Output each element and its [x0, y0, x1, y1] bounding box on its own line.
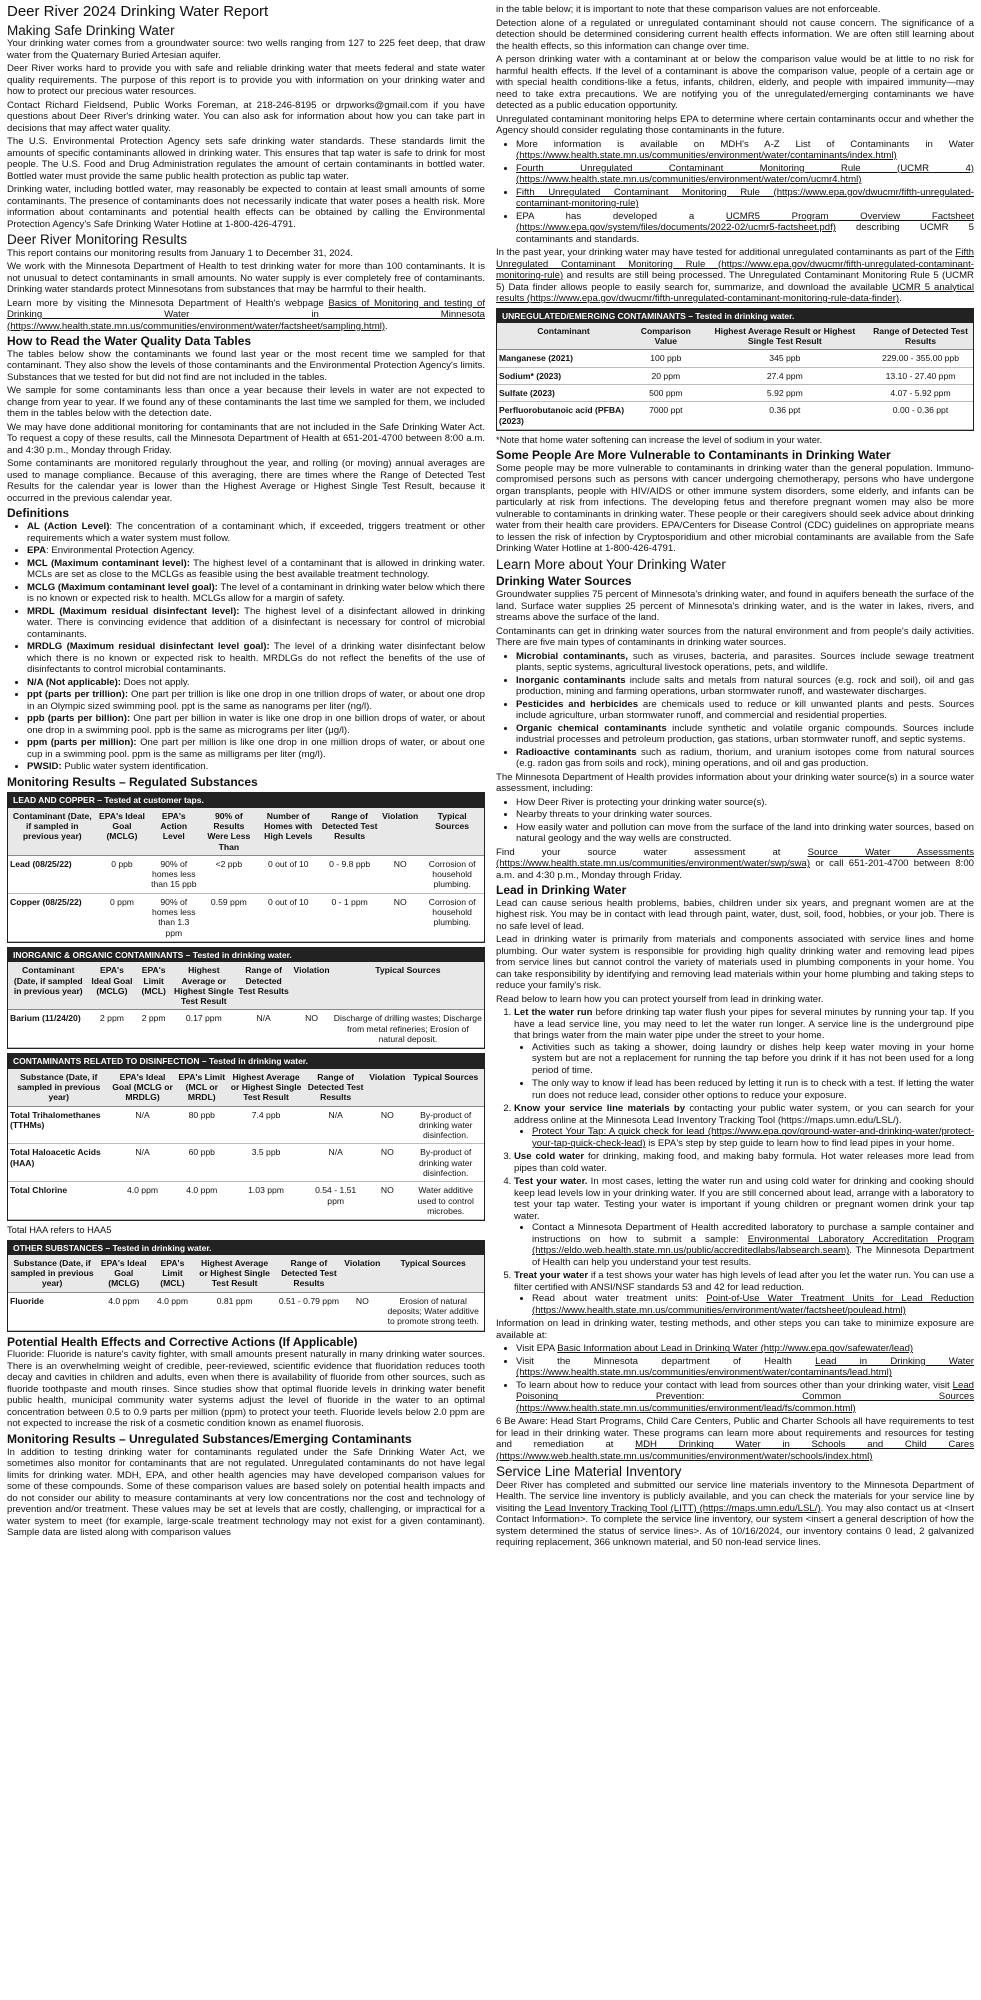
vulnerable-heading: Some People Are More Vulnerable to Contaminants in Drinking Water — [496, 448, 891, 463]
service-line-paragraph: Deer River has completed and submitted our service line materials inventory to the Minnesota Department of Health. The service line inventory is publicly available, and you can check the materials for your service line by visiting the Lead Inventory Tracking Tool (LITT) (https://maps.umn.edu/LSL/). You may also contact us at <Insert Contact Information>. To complete the service line inventory, our system <insert a general description of how the system determined the status of service lines>. As of 10/16/2024, our inventory contains 0 lead, 2 galvanized requiring replacement, 366 unknown material, and 50 non-lead service lines. — [496, 1479, 974, 1549]
column-header: Comparison Value — [630, 323, 702, 350]
column-header: Range of Detected Test Results — [276, 1255, 343, 1292]
column-header: EPA's Ideal Goal (MCLG) — [96, 1255, 151, 1292]
litt-link[interactable]: Lead Inventory Tracking Tool (LITT) (https://maps.umn.edu/LSL/) — [544, 1502, 821, 1514]
column-header: Number of Homes with High Levels — [257, 808, 319, 856]
table-caption: INORGANIC & ORGANIC CONTAMINANTS – Tested in drinking water. — [8, 948, 484, 962]
definition-item: • EPA: Environmental Protection Agency. — [27, 545, 485, 557]
service-line-heading: Service Line Material Inventory — [496, 1464, 682, 1480]
list-item: • Organic chemical contaminants include synthetic and volatile organic compounds. Sources include industrial processes and petroleum production, gas stations, urban stormwater runoff, and septic systems. — [516, 723, 974, 746]
unregulated-paragraph-continued: in the table below; it is important to note that these comparison values are not enforceable. — [496, 4, 881, 15]
monitoring-results-heading: Deer River Monitoring Results — [7, 232, 188, 248]
point-of-use-link[interactable]: Point-of-Use Water Treatment Units for Lead Reduction (https://www.health.state.mn.us/communities/environment/water/factsheet/poulead.html) — [532, 1293, 974, 1316]
lead-poisoning-link[interactable]: Lead Poisoning Prevention: Common Sources (https://www.health.state.mn.us/communities/environment/lead/fs/common.html) — [516, 1379, 974, 1414]
definition-item: • ppb (parts per billion): One part per billion in water is like one drop in one billion drops of water, or about one drop in a swimming pool. ppb is the same as micrograms per liter (μg/l). — [27, 713, 485, 736]
definition-item: • AL (Action Level): The concentration of a contaminant which, if exceeded, triggers treatment or other requirements which a water system must follow. — [27, 521, 485, 544]
column-header: EPA's Ideal Goal (MCLG or MRDLG) — [110, 1069, 176, 1106]
lead-info-paragraph: Information on lead in drinking water, testing methods, and other steps you can take to minimize exposure are available at: — [496, 1318, 974, 1341]
column-header: Substance (Date, if sampled in previous year) — [8, 1069, 110, 1106]
definition-item: • ppm (parts per million): One part per million is like one drop in one million drops of water, or about one cup in a swimming pool. ppm is the same as milligrams per liter (mg/l). — [27, 737, 485, 760]
protect-your-tap-link[interactable]: Protect Your Tap: A quick check for lead (https://www.epa.gov/ground-water-and-drinking-water/protect-your-tap-quick-check-lead) — [532, 1126, 974, 1149]
be-aware-paragraph: 6 Be Aware: Head Start Programs, Child Care Centers, Public and Charter Schools all have requirements to test for lead in their drinking water. These programs can learn more about requirements and resources for testing and remediation at MDH Drinking Water in Schools and Child Cares (https://www.web.health.state.mn.us/communities/environment/water/schools/index.html) — [496, 1416, 974, 1462]
table-caption: UNREGULATED/EMERGING CONTAMINANTS – Tested in drinking water. — [497, 309, 973, 323]
column-header: Typical Sources — [332, 962, 484, 1010]
list-item: • Microbial contaminants, such as viruses, bacteria, and parasites. Sources include sewage treatment plants, septic systems, agricultural livestock operations, pets, and wildlife. — [516, 651, 974, 674]
intro-paragraph: Your drinking water comes from a groundwater source: two wells ranging from 127 to 225 feet deep, that draw water from the Quaternary Buried Artesian aquifer. — [7, 38, 485, 61]
list-item: • Pesticides and herbicides are chemicals used to reduce or kill unwanted plants and pests. Sources include agriculture, urban stormwater runoff, and commercial and residential properties. — [516, 699, 974, 722]
column-header: Typical Sources — [407, 1069, 484, 1106]
column-header: EPA's Limit (MCL or MRDL) — [176, 1069, 229, 1106]
lead-heading: Lead in Drinking Water — [496, 883, 627, 898]
table-row: Copper (08/25/22) 0 ppm 90% of homes less than 1.3 ppm 0.59 ppm 0 out of 10 0 - 1 ppm NO Corrosion of household plumbing. — [8, 893, 484, 941]
list-item: • Inorganic contaminants include salts and metals from natural sources (e.g. rock and soil), oil and gas production, mining and farming operations, urban stormwater runoff, and wastewater discharges. — [516, 675, 974, 698]
column-header: Range of Detected Test Results — [868, 323, 973, 350]
list-item: • Activities such as taking a shower, doing laundry or dishes help keep water moving in your home system but are not a replacement for running the tap before you drink if it has not been used for a long period of time. — [532, 1042, 974, 1077]
column-header: 90% of Results Were Less Than — [200, 808, 257, 856]
list-item: 5. Treat your water if a test shows your water has high levels of lead after you let the water run. You can use a filter certified with ANSI/NSF standards 53 and 42 for lead reduction. • Read about water treatment units: Point-of-Use Water Treatment Units for Lead Reduction (https://www.health.state.mn.us/communities/environment/water/factsheet/poulead.html) — [514, 1270, 974, 1316]
list-item: 2. Know your service line materials by contacting your public water system, or you can search for your address online at the Minnesota Lead Inventory Tracking Tool (https://maps.umn.edu/LSL/). • Protect Your Tap: A quick check for lead (https://www.epa.gov/ground-water-and-drinking-water/protect-your-tap-quick-check-lead) is EPA's step by step guide to learn how to find lead pipes in your home. — [514, 1103, 974, 1149]
how-to-read-heading: How to Read the Water Quality Data Tables — [7, 334, 252, 349]
definitions-heading: Definitions — [7, 506, 69, 521]
source-water-assessments-link[interactable]: Source Water Assessments (https://www.health.state.mn.us/communities/environment/water/swp/swa) — [496, 846, 974, 870]
epa-lead-link[interactable]: Basic Information about Lead in Drinking Water (http://www.epa.gov/safewater/lead) — [557, 1343, 914, 1355]
list-item: • Visit the Minnesota department of Health Lead in Drinking Water (https://www.health.state.mn.us/communities/environment/water/contaminants/lead.html) — [516, 1356, 974, 1379]
list-item: 4. Test your water. In most cases, letting the water run and using cold water for drinking and cooking should keep lead levels low in your drinking water. If you are still concerned about lead, arrange with a laboratory to test your tap water. Testing your water is important if young children or pregnant women drink your tap water. • Contact a Minnesota Department of Health accredited laboratory to purchase a sample container and instructions on how to submit a sample: Environmental Laboratory Accreditation Program (https://eldo.web.health.state.mn.us/public/accreditedlabs/labsearch.seam). The Minnesota Department of Health can help you understand your test results. — [514, 1176, 974, 1268]
sodium-note: *Note that home water softening can increase the level of sodium in your water. — [496, 434, 823, 445]
how-to-read-paragraph: We sample for some contaminants less than once a year because their levels in water are not expected to change from year to year. If we found any of these contaminants the last time we sampled for them, we included them in the tables below with the detection date. — [7, 385, 485, 420]
column-header: Violation — [292, 962, 332, 1010]
definition-item: • MCL (Maximum contaminant level): The highest level of a contaminant that is allowed in drinking water. MCLs are set as close to the MCLGs as feasible using the best available treatment technology. — [27, 558, 485, 581]
other-substances-table — [7, 1240, 485, 1332]
report-title: Deer River 2024 Drinking Water Report — [7, 4, 269, 20]
definition-item: • N/A (Not applicable): Does not apply. — [27, 677, 485, 689]
list-item: • Visit EPA Basic Information about Lead in Drinking Water (http://www.epa.gov/safewater/lead) — [516, 1343, 974, 1355]
definition-item: • MRDLG (Maximum residual disinfectant level goal): The level of a drinking water disinfectant below which there is no known or expected risk to health. MRDLGs do not reflect the benefits of the use of disinfectants to control microbial contaminants. — [27, 641, 485, 676]
ucmr5-rule-link[interactable]: Fifth Unregulated Contaminant Monitoring Rule (https://www.epa.gov/dwucmr/fifth-unregulated-contaminant-monitoring-rule) — [496, 247, 974, 281]
detection-paragraph: Detection alone of a regulated or unregulated contaminant should not cause concern. The significance of a detection should be determined considering current health effects information. We are often still learning about the health effects, so this information can change over time. — [496, 17, 974, 52]
table-row: Total Trihalomethanes (TTHMs) N/A 80 ppb 7.4 ppb N/A NO By-product of drinking water disinfection. — [8, 1106, 484, 1144]
list-item: • Read about water treatment units: Point-of-Use Water Treatment Units for Lead Reduction (https://www.health.state.mn.us/communities/environment/water/factsheet/poulead.html) — [532, 1293, 974, 1316]
column-header: Range of Detected Test Results — [236, 962, 292, 1010]
table-caption: LEAD AND COPPER – Tested at customer taps. — [8, 793, 484, 807]
column-header: Highest Average or Highest Single Test Result — [194, 1255, 276, 1292]
column-header: Highest Average Result or Highest Single Test Result — [702, 323, 868, 350]
intro-paragraph: Drinking water, including bottled water, may reasonably be expected to contain at least small amounts of some contaminants. The presence of contaminants does not necessarily indicate that water poses a health risk. More information about contaminants and potential health effects can be obtained by calling the Environmental Protection Agency's Safe Drinking Water Hotline at 1-800-426-4791. — [7, 184, 485, 230]
table-row: Total Chlorine 4.0 ppm 4.0 ppm 1.03 ppm 0.54 - 1.51 ppm NO Water additive used to control microbes. — [8, 1182, 484, 1220]
contaminant-types-list — [496, 651, 974, 770]
ucmr4-link[interactable]: Fourth Unregulated Contaminant Monitoring Rule (UCMR 4) (https://www.health.state.mn.us/communities/environment/water/com/ucmr4.html) — [516, 162, 974, 185]
list-item: 3. Use cold water for drinking, making food, and making baby formula. Hot water releases more lead from pipes than cold water. — [514, 1151, 974, 1174]
list-item: • Nearby threats to your drinking water sources. — [516, 809, 974, 821]
ucmr-links-list — [496, 139, 974, 246]
list-item: 1. Let the water run before drinking tap water flush your pipes for several minutes by running your tap. If you have a lead service line, you may need to let the water run longer. A service line is the underground pipe that brings water from the main water pipe under the street to your home. • Activities such as taking a shower, doing laundry or dishes help keep water moving in your home system but are not a replacement for running the tap before you drink if it has not been used for a long period of time. • The only way to know if lead has been reduced by letting it run is to check with a test. If letting the water run does not reduce lead, consider other options to reduce your exposure. — [514, 1007, 974, 1101]
lead-copper-table — [7, 792, 485, 943]
unregulated-paragraph: In addition to testing drinking water for contaminants regulated under the Safe Drinking Water Act, we sometimes also monitor for contaminants that are not regulated. Unregulated contaminants do not have legal limits for drinking water. MDH, EPA, and other health agencies may have developed comparison values for some of these compounds. Some of these comparison values are based solely on potential health impacts and do not consider our ability to measure contaminants at very low concentrations nor the cost and technology of prevention and/or treatment. These values may be set at levels that are costly, challenging, or impractical for a water system to meet (for example, large-scale treatment technology may not exist for a given contaminant). Sample data are listed along with comparison values — [7, 1446, 485, 1539]
list-item: • To learn about how to reduce your contact with lead from sources other than your drinking water, visit Lead Poisoning Prevention: Common Sources (https://www.health.state.mn.us/communities/environment/lead/fs/common.html) — [516, 1380, 974, 1415]
definitions-list — [7, 521, 485, 773]
fluoride-paragraph: Fluoride: Fluoride is nature's cavity fighter, with small amounts present naturally in many drinking water sources. There is an overwhelming weight of credible, peer-reviewed, scientific evidence that fluoridation reduces tooth decay and cavities in children and adults, even when there is availability of fluoride from other sources, such as fluoride toothpaste and mouth rinses. Since studies show that optimal fluoride levels in drinking water benefit public health, municipal community water systems adjust the level of fluoride in the water to an optimal concentration between 0.5 to 0.9 parts per million (ppm) to protect your teeth. Fluoride levels below 2.0 ppm are not expected to increase the risk of a cosmetic condition known as enamel fluorosis. — [7, 1349, 485, 1430]
disinfection-table — [7, 1053, 485, 1221]
monitoring-paragraph: This report contains our monitoring results from January 1 to December 31, 2024. — [7, 247, 354, 259]
definition-item: • PWSID: Public water system identification. — [27, 761, 485, 773]
column-header: Violation — [342, 1255, 382, 1292]
list-item: • More information is available on MDH's A-Z List of Contaminants in Water (https://www.health.state.mn.us/communities/environment/water/contaminants/index.html) — [516, 139, 974, 162]
ucmr5-link[interactable]: Fifth Unregulated Contaminant Monitoring Rule (https://www.epa.gov/dwucmr/fifth-unregulated-contaminant-monitoring-rule) — [516, 186, 974, 209]
regulated-heading: Monitoring Results – Regulated Substances — [7, 774, 258, 789]
ucmr5-factsheet-link[interactable]: UCMR5 Program Overview Factsheet (https://www.epa.gov/system/files/documents/2022-02/ucmr5-factsheet.pdf) — [516, 210, 974, 233]
table-row: Sodium* (2023) 20 ppm 27.4 ppm 13.10 - 27.40 ppm — [497, 367, 973, 384]
table-row: Sulfate (2023) 500 ppm 5.92 ppm 4.07 - 5.92 ppm — [497, 384, 973, 401]
contact-paragraph: Contact Richard Fieldsend, Public Works Foreman, at 218-246-8195 or drpworks@gmail.com if you have questions about Deer River's drinking water. You can also ask for information about how you can take part in decisions that may affect water quality. — [7, 99, 485, 134]
health-effects-heading: Potential Health Effects and Corrective Actions (If Applicable) — [7, 1334, 358, 1349]
schools-link[interactable]: MDH Drinking Water in Schools and Child Cares (https://www.web.health.state.mn.us/communities/environment/water/schools/index.html) — [496, 1439, 974, 1462]
find-assessment-paragraph: Find your source water assessment at Source Water Assessments (https://www.health.state.mn.us/communities/environment/water/swp/swa) or call 651-201-4700 between 8:00 a.m. and 4:30 p.m., Monday through Friday. — [496, 846, 974, 881]
haa-note: Total HAA refers to HAA5 — [7, 1225, 112, 1236]
sources-heading: Drinking Water Sources — [496, 574, 632, 589]
intro-paragraph: The U.S. Environmental Protection Agency sets safe drinking water standards. These standards limit the amounts of specific contaminants allowed in drinking water. This ensures that tap water is safe to drink for most people. The U.S. Food and Drug Administration regulates the amount of certain contaminants in bottled water. Bottled water must provide the same public health protection as public tap water. — [7, 136, 485, 182]
how-to-read-paragraph: The tables below show the contaminants we found last year or the most recent time we sampled for that contaminant. They also show the levels of those contaminants and the Environmental Protection Agency's limits. Substances that we tested for but did not find are not included in the tables. — [7, 348, 485, 383]
left-column — [7, 4, 485, 1996]
lead-paragraph: Lead can cause serious health problems, babies, children under six years, and pregnant women are at the highest risk. You may be in contact with lead through paint, water, dust, soil, food, hobbies, or your job. There is no safe level of lead. — [496, 897, 974, 932]
lead-steps-list — [496, 1007, 974, 1316]
making-safe-heading: Making Safe Drinking Water — [7, 22, 175, 38]
definition-item: • MRDL (Maximum residual disinfectant level): The highest level of a disinfectant allowed in drinking water. There is convincing evidence that addition of a disinfectant is necessary for control of microbial contaminants. — [27, 606, 485, 641]
column-header: Typical Sources — [420, 808, 484, 856]
unregulated-heading: Monitoring Results – Unregulated Substances/Emerging Contaminants — [7, 1431, 412, 1446]
table-row: Fluoride 4.0 ppm 4.0 ppm 0.81 ppm 0.51 - 0.79 ppm NO Erosion of natural deposits; Water additive to promote strong teeth. — [8, 1292, 484, 1330]
list-item: • Radioactive contaminants such as radium, thorium, and uranium isotopes come from natural sources (e.g. radon gas from soils and rock), mining operations, and oil and gas production. — [516, 747, 974, 770]
table-caption: OTHER SUBSTANCES – Tested in drinking water. — [8, 1241, 484, 1255]
column-header: Contaminant (Date, if sampled in previous year) — [8, 808, 97, 856]
table-row: Manganese (2021) 100 ppb 345 ppb 229.00 - 355.00 ppb — [497, 350, 973, 367]
how-to-read-paragraph: We may have done additional monitoring for contaminants that are not included in the Safe Drinking Water Act. To request a copy of these results, call the Minnesota Department of Health at 651-201-4700 between 8:00 a.m. and 4:30 p.m., Monday through Friday. — [7, 421, 485, 456]
column-header: Range of Detected Test Results — [319, 808, 380, 856]
table-row: Lead (08/25/22) 0 ppb 90% of homes less than 15 ppb <2 ppb 0 out of 10 0 - 9.8 ppb NO Corrosion of household plumbing. — [8, 855, 484, 893]
inorganic-organic-table — [7, 947, 485, 1049]
list-item: • Protect Your Tap: A quick check for lead (https://www.epa.gov/ground-water-and-drinking-water/protect-your-tap-quick-check-lead) is EPA's step by step guide to learn how to find lead pipes in your home. — [532, 1126, 974, 1149]
lab-accreditation-link[interactable]: Environmental Laboratory Accreditation Program (https://eldo.web.health.state.mn.us/public/accreditedlabs/labsearch.seam) — [532, 1233, 974, 1257]
comparison-paragraph: A person drinking water with a contaminant at or below the comparison value would be at little to no risk for harmful health effects. If the level of a contaminant is above the comparison value, people of a certain age or with special health conditions-like a fetus, infants, children, elderly, and people with impaired immunity—may need to take extra precautions. We are notifying you of the unregulated/emerging contaminants we have detected as a public education opportunity. — [496, 54, 974, 111]
lead-paragraph: Lead in drinking water is primarily from materials and components associated with service lines and home plumbing. Our water system is responsible for providing high quality drinking water and removing lead pipes from service lines but cannot control the variety of materials used in plumbing components in your home. You can take responsibility by identifying and removing lead materials within your home plumbing and taking steps to reduce your family's risk. — [496, 934, 974, 992]
column-header: Contaminant (Date, if sampled in previous year) — [8, 962, 89, 1010]
column-header: Substance (Date, if sampled in previous year) — [8, 1255, 96, 1292]
ucmr5-results-link[interactable]: UCMR 5 analytical results (https://www.epa.gov/dwucmr/fifth-unregulated-contaminant-monitoring-rule-data-finder) — [496, 281, 974, 304]
definition-item: • MCLG (Maximum contaminant level goal): The level of a contaminant in drinking water below which there is no known or expected risk to health. MCLGs allow for a margin of safety. — [27, 582, 485, 605]
column-header: Highest Average or Highest Single Test Result — [172, 962, 236, 1010]
intro-paragraph: Deer River works hard to provide you with safe and reliable drinking water that meets federal and state water quality requirements. The purpose of this report is to provide you with information on your drinking water and how to protect our precious water resources. — [7, 63, 485, 98]
lead-paragraph: Read below to learn how you can protect yourself from lead in drinking water. — [496, 993, 824, 1005]
column-header: Typical Sources — [382, 1255, 484, 1292]
column-header: Highest Average or Highest Single Test Result — [228, 1069, 304, 1106]
unregulated-table — [496, 308, 974, 431]
how-to-read-paragraph: Some contaminants are monitored regularly throughout the year, and rolling (or moving) annual averages are used to manage compliance. Because of this averaging, there are times where the Range of Detected Test Results for the calendar year is lower than the Highest Average or Highest Single Test Result, because it occurred in the previous calendar year. — [7, 458, 485, 504]
assessment-paragraph: The Minnesota Department of Health provides information about your drinking water source(s) in a source water assessment, including: — [496, 771, 974, 795]
sources-paragraph: Groundwater supplies 75 percent of Minnesota's drinking water, and found in aquifers beneath the surface of the land. Surface water supplies 25 percent of Minnesota's drinking water, and is the water in lakes, rivers, and streams above the surface of the land. — [496, 589, 974, 624]
table-row: Perfluorobutanoic acid (PFBA) (2023) 7000 ppt 0.36 ppt 0.00 - 0.36 ppt — [497, 402, 973, 430]
ucmr5-paragraph: In the past year, your drinking water may have tested for additional unregulated contaminants as part of the Fifth Unregulated Contaminant Monitoring Rule (https://www.epa.gov/dwucmr/fifth-unregulated-contaminant-monitoring-rule) and results are still being processed. The Unregulated Contaminant Monitoring Rule 5 (UCMR 5) Data finder allows people to easily search for, summarize, and download the available UCMR 5 analytical results (https://www.epa.gov/dwucmr/fifth-unregulated-contaminant-monitoring-rule-data-finder). — [496, 247, 974, 304]
monitoring-paragraph: We work with the Minnesota Department of Health to test drinking water for more than 100 contaminants. It is not unusual to detect contaminants in small amounts. No water supply is ever completely free of contaminants. Drinking water standards protect Minnesotans from substances that may be harmful to their health. — [7, 261, 485, 296]
column-header: EPA's Ideal Goal (MCLG) — [97, 808, 148, 856]
table-caption: CONTAMINANTS RELATED TO DISINFECTION – Tested in drinking water. — [8, 1054, 484, 1068]
column-header: Range of Detected Test Results — [304, 1069, 367, 1106]
lead-resources-list — [496, 1343, 974, 1414]
mdh-lead-link[interactable]: Lead in Drinking Water (https://www.health.state.mn.us/communities/environment/water/contaminants/lead.html) — [516, 1355, 974, 1379]
column-header: EPA's Ideal Goal (MCLG) — [89, 962, 136, 1010]
list-item — [516, 187, 974, 210]
list-item — [516, 163, 974, 186]
definition-item: • ppt (parts per trillion): One part per trillion is like one drop in one trillion drops of water, or about one drop in an Olympic sized swimming pool. ppt is the same as nanograms per liter (ng/l). — [27, 689, 485, 712]
basics-monitoring-link[interactable]: Basics of Monitoring and testing of Drinking Water in Minnesota (https://www.health.state.mn.us/communities/environment/water/factsheet/sampling.html) — [7, 297, 485, 332]
right-column — [496, 4, 974, 1996]
column-header: Violation — [380, 808, 420, 856]
sources-paragraph: Contaminants can get in drinking water sources from the natural environment and from people's daily activities. There are five main types of contaminants in drinking water sources. — [496, 625, 974, 649]
list-item: • EPA has developed a UCMR5 Program Overview Factsheet (https://www.epa.gov/system/files/documents/2022-02/ucmr5-factsheet.pdf) describing UCMR 5 contaminants and standards. — [516, 211, 974, 246]
list-item: • The only way to know if lead has been reduced by letting it run is to check with a test. If letting the water run does not reduce lead, consider other options to reduce your exposure. — [532, 1078, 974, 1101]
list-item: • How easily water and pollution can move from the surface of the land into drinking water sources, based on natural geology and the way wells are constructed. — [516, 822, 974, 845]
assessment-list — [496, 797, 974, 845]
list-item: • How Deer River is protecting your drinking water source(s). — [516, 797, 974, 809]
column-header: Violation — [367, 1069, 407, 1106]
table-row: Barium (11/24/20) 2 ppm 2 ppm 0.17 ppm N/A NO Discharge of drilling wastes; Discharge from metal refineries; Erosion of natural deposit. — [8, 1010, 484, 1048]
learn-more-heading: Learn More about Your Drinking Water — [496, 556, 726, 572]
ucmr-paragraph: Unregulated contaminant monitoring helps EPA to determine where certain contaminants occur and whether the Agency should consider regulating those contaminants in the future. — [496, 113, 974, 136]
column-header: EPA's Limit (MCL) — [151, 1255, 193, 1292]
contaminants-az-link[interactable]: (https://www.health.state.mn.us/communities/environment/water/contaminants/index.html) — [516, 150, 897, 161]
list-item: • Contact a Minnesota Department of Health accredited laboratory to purchase a sample container and instructions on how to submit a sample: Environmental Laboratory Accreditation Program (https://eldo.web.health.state.mn.us/public/accreditedlabs/labsearch.seam). The Minnesota Department of Health can help you understand your test results. — [532, 1222, 974, 1268]
column-header: EPA's Limit (MCL) — [135, 962, 172, 1010]
vulnerable-paragraph: Some people may be more vulnerable to contaminants in drinking water than the general population. Immuno-compromised persons such as persons with cancer undergoing chemotherapy, persons who have undergone organ transplants, people with HIV/AIDS or other immune system disorders, some elderly, and infants can be particularly at risk from infections. The developing fetus and therefore pregnant women may also be more vulnerable to contaminants in drinking water. These people or their caregivers should seek advice about drinking water from their health care providers. EPA/Centers for Disease Control (CDC) guidelines on appropriate means to lessen the risk of infection by Cryptosporidium and other microbial contaminants are available from the Safe Drinking Water Hotline at 1-800-426-4791. — [496, 462, 974, 555]
monitoring-paragraph: Learn more by visiting the Minnesota Department of Health's webpage Basics of Monitoring and testing of Drinking Water in Minnesota (https://www.health.state.mn.us/communities/environment/water/factsheet/sampling.html). — [7, 297, 485, 332]
table-row: Total Haloacetic Acids (HAA) N/A 60 ppb 3.5 ppb N/A NO By-product of drinking water disinfection. — [8, 1144, 484, 1182]
column-header: EPA's Action Level — [147, 808, 200, 856]
column-header: Contaminant — [497, 323, 630, 350]
